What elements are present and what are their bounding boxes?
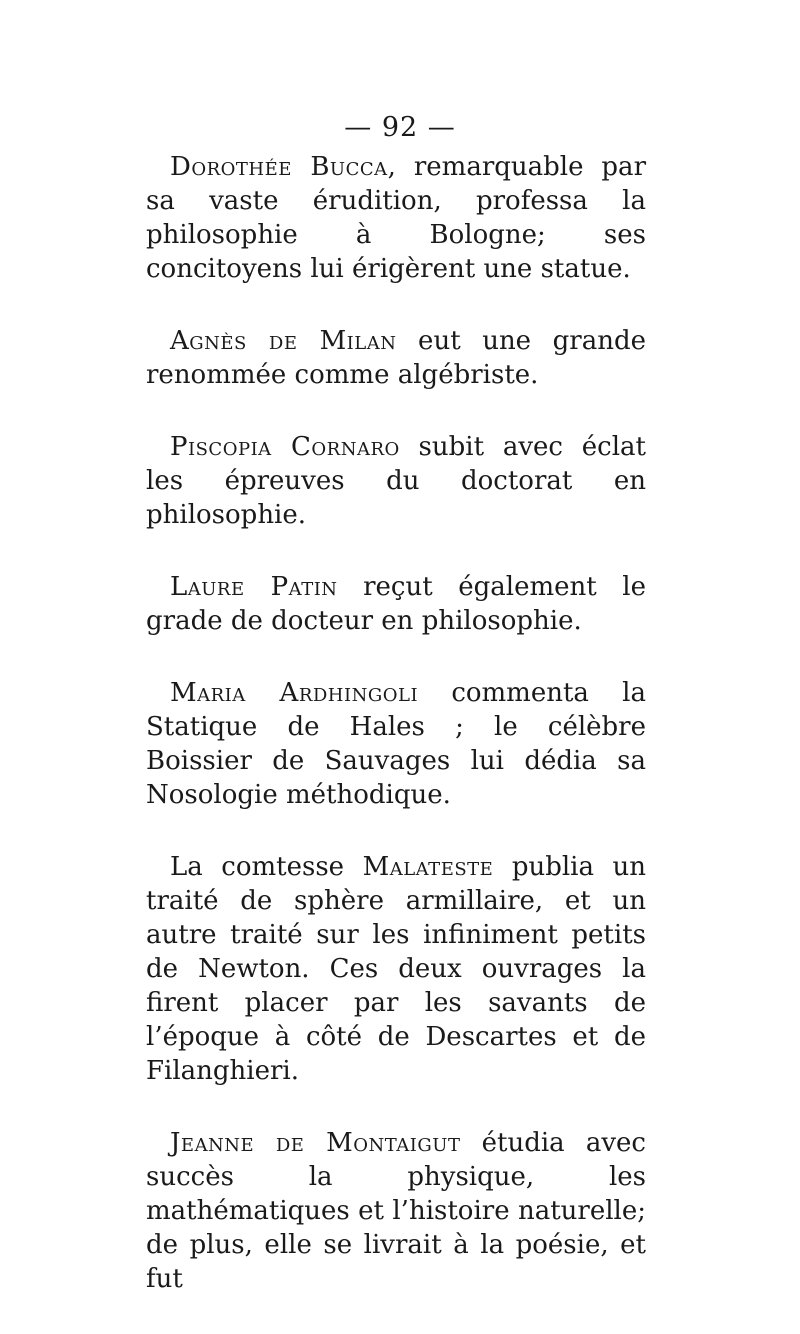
paragraph-text: La comtesse <box>170 852 363 882</box>
person-name: Jeanne de Montaigut <box>170 1128 461 1158</box>
paragraph <box>146 850 646 1088</box>
person-name: Laure Patin <box>170 572 338 602</box>
person-name: Piscopia Cornaro <box>170 432 400 462</box>
person-name: Agnès de Milan <box>170 326 397 356</box>
paragraph-text: , remarquable par sa vaste érudition, professa la philosophie à Bologne; ses concitoyens lui érigèrent une statue. <box>146 152 646 284</box>
page-body <box>146 150 646 1334</box>
paragraph <box>146 324 646 392</box>
person-name: Dorothée Bucca <box>170 152 388 182</box>
paragraph-text: publia un traité de sphère armillaire, et un autre traité sur les infiniment petits de Newton. Ces deux ouvrages la firent placer par les savants de l’époque à côté de Descartes et de Filanghieri. <box>146 852 647 1086</box>
paragraph <box>146 676 646 812</box>
paragraph-text: reçut également le grade de docteur en philosophie. <box>146 572 646 636</box>
page-number: — 92 — <box>344 112 456 143</box>
paragraph-text: commenta la Statique de Hales ; le célèbre Boissier de Sauvages lui dédia sa Nosologie méthodique. <box>146 678 646 810</box>
paragraph-text: étudia avec succès la physique, les mathématiques et l’histoire naturelle; de plus, elle se livrait à la poésie, et fut <box>146 1128 646 1294</box>
paragraph-text: subit avec éclat les épreuves du doctorat en philosophie. <box>146 432 646 530</box>
paragraph-text: eut une grande renommée comme algébriste. <box>146 326 646 390</box>
paragraph <box>146 150 646 286</box>
person-name: Malateste <box>362 852 494 882</box>
paragraph <box>146 430 646 532</box>
paragraph <box>146 1126 646 1296</box>
paragraph <box>146 570 646 638</box>
person-name: Maria Ardhingoli <box>170 678 419 708</box>
